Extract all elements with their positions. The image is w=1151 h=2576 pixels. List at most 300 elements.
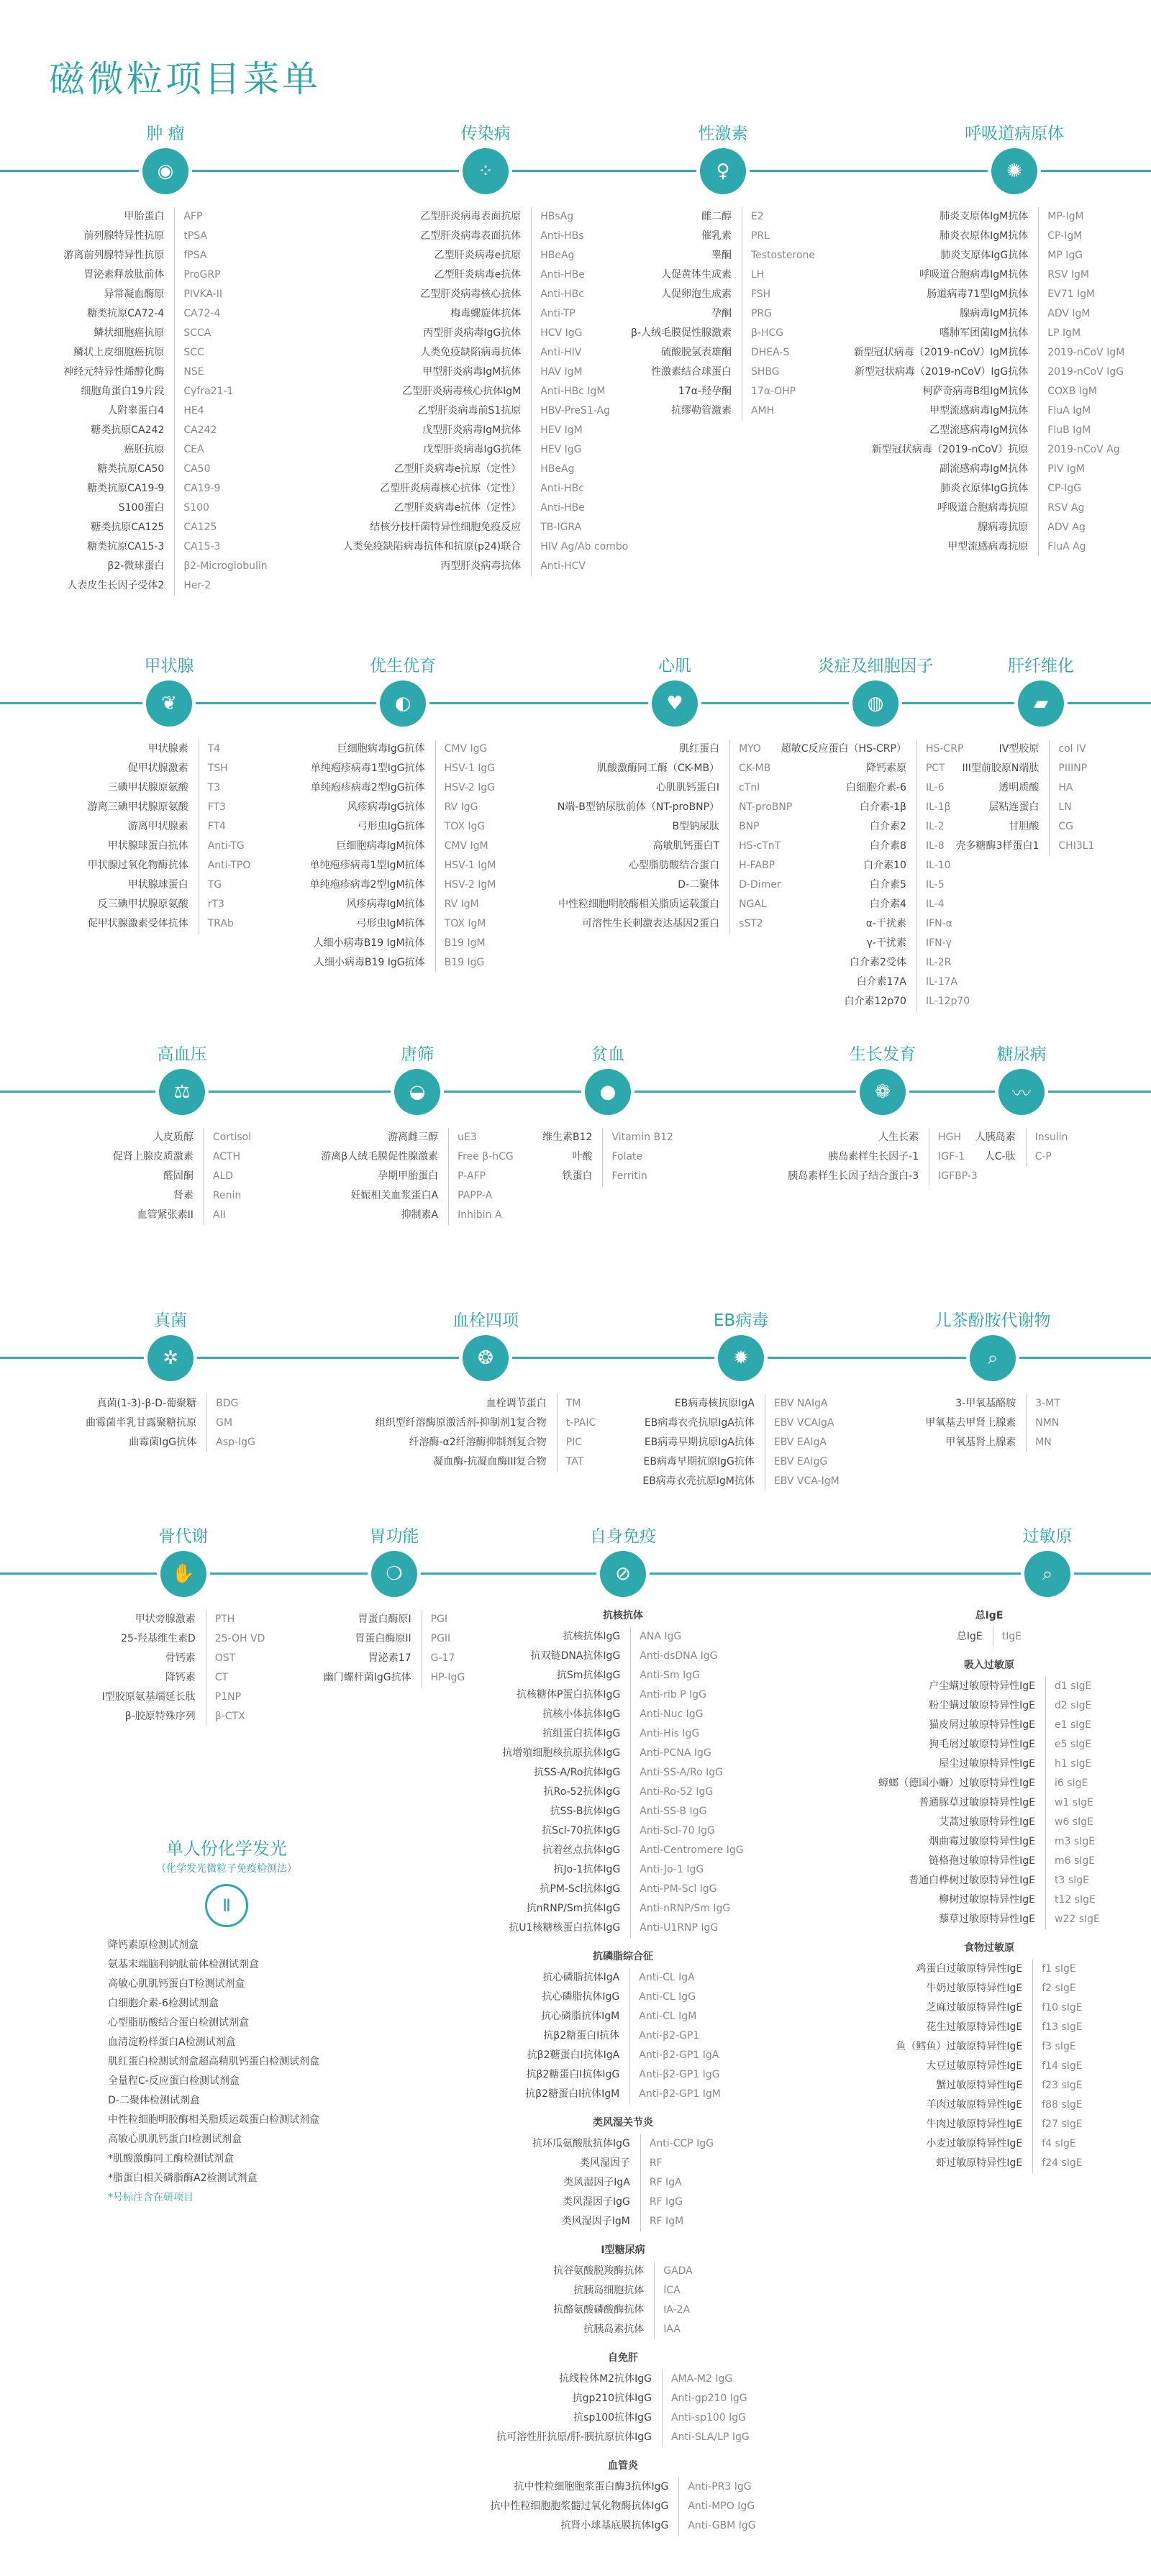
test-name-cn: 胰岛素样生长因子结合蛋白-3 xyxy=(788,1167,929,1186)
test-abbreviation: TB-IGRA xyxy=(540,522,582,533)
test-abbreviation: tIgE xyxy=(1001,1631,1022,1642)
test-name-cn: 新型冠状病毒（2019-nCoV）IgM抗体 xyxy=(854,343,1039,363)
test-name-cn: 抗Sm抗体IgG xyxy=(502,1666,631,1685)
test-abbreviation: PIIINP xyxy=(1058,763,1088,774)
test-abbreviation: EBV NAIgA xyxy=(773,1398,828,1409)
test-abbreviation: f10 sIgE xyxy=(1042,2002,1083,2013)
section-title: EB病毒 xyxy=(713,1311,769,1330)
test-name-cn: 抗胰岛细胞抗体 xyxy=(553,2281,655,2300)
test-abbreviation: β-CTX xyxy=(214,1711,245,1722)
section-title: 肿 瘤 xyxy=(146,124,185,143)
test-abbreviation: TSH xyxy=(207,763,228,774)
test-abbreviation: HSV-1 IgM xyxy=(444,860,496,871)
blood-cell-icon: ● xyxy=(585,1069,631,1115)
test-abbreviation: Anti-HBc IgM xyxy=(540,386,606,397)
test-abbreviation: Anti-HBc xyxy=(540,288,584,300)
test-name-cn: 抗心磷脂抗体IgG xyxy=(525,1988,630,2007)
test-name-cn: 促甲状腺激素 xyxy=(88,759,199,778)
test-name-cn: III型前胶原N端肽 xyxy=(956,759,1050,778)
test-name-cn: 抗胰岛素抗体 xyxy=(553,2320,655,2339)
test-name-cn: 牛肉过敏原特异性IgE xyxy=(896,2115,1033,2134)
test-name-cn: 曲霉菌半乳甘露聚糖抗原 xyxy=(86,1414,207,1433)
test-abbreviation: FluA Ag xyxy=(1047,541,1086,552)
test-abbreviation: FT4 xyxy=(207,821,226,832)
germ-icon: ✺ xyxy=(991,148,1037,194)
test-name-cn: 白介素12p70 xyxy=(781,992,917,1011)
test-abbreviation: HS-cTnT xyxy=(739,840,781,852)
test-name-cn: 透明质酸 xyxy=(956,778,1050,798)
test-name-cn: 蟑螂（德国小蠊）过敏原特异性IgE xyxy=(878,1774,1046,1793)
section-infectious xyxy=(327,119,644,576)
test-abbreviation: RF IgM xyxy=(649,2216,684,2227)
test-name-cn: 户尘螨过敏原特异性IgE xyxy=(878,1677,1046,1696)
test-abbreviation: RV IgG xyxy=(444,801,478,813)
test-name-cn: 普通豚草过敏原特异性IgE xyxy=(878,1793,1046,1813)
test-name-cn: 真菌(1-3)-β-D-葡聚糖 xyxy=(86,1394,207,1414)
test-abbreviation: Inhibin A xyxy=(458,1209,502,1221)
section-title: 唐筛 xyxy=(401,1045,434,1064)
test-abbreviation: w1 sIgE xyxy=(1055,1797,1093,1808)
test-abbreviation: sST2 xyxy=(739,918,763,929)
test-abbreviation: PTH xyxy=(214,1614,235,1625)
test-name-cn: 牛奶过敏原特异性IgE xyxy=(896,1979,1033,1998)
test-abbreviation: IGF-1 xyxy=(938,1151,965,1162)
test-abbreviation: S100 xyxy=(183,502,209,514)
test-name-cn: 单纯疱疹病毒1型IgM抗体 xyxy=(310,856,436,875)
shield-icon: ⊘ xyxy=(600,1551,646,1597)
section-eugenics xyxy=(281,652,525,973)
subsection-title: 抗磷脂综合征 xyxy=(593,1951,653,1962)
test-name-cn: 甲状腺球蛋白抗体 xyxy=(88,837,199,856)
test-name-cn: 抗核糖体P蛋白抗体IgG xyxy=(502,1685,631,1705)
test-abbreviation: CA125 xyxy=(183,522,217,533)
test-name-cn: 类风湿因子IgM xyxy=(532,2212,641,2231)
test-item-table xyxy=(443,1627,803,1938)
test-name-cn: 甲型肝炎病毒IgM抗体 xyxy=(343,363,532,382)
test-abbreviation: uE3 xyxy=(458,1132,477,1143)
single-item: 高敏心肌肌钙蛋白I检测试剂盒 xyxy=(108,2134,242,2145)
test-abbreviation: d2 sIgE xyxy=(1055,1700,1092,1711)
test-abbreviation: Anti-GBM IgG xyxy=(688,2520,756,2531)
cell-icon: ◍ xyxy=(852,681,898,727)
section-ebv xyxy=(619,1306,863,1491)
test-abbreviation: Anti-nRNP/Sm IgG xyxy=(640,1903,731,1914)
test-name-cn: 风疹病毒IgG抗体 xyxy=(310,798,436,817)
section-catechol xyxy=(870,1306,1115,1452)
test-abbreviation: TRAb xyxy=(207,918,234,929)
test-abbreviation: Anti-SS-B IgG xyxy=(640,1806,707,1817)
single-note: *号标注含在研项目 xyxy=(108,2192,194,2203)
section-title: 糖尿病 xyxy=(996,1045,1047,1064)
single-item: 氨基末端脑利钠肽前体检测试剂盒 xyxy=(108,1959,259,1970)
test-name-cn: 嗜肺军团菌IgM抗体 xyxy=(854,324,1039,343)
section-title: 肝纤维化 xyxy=(1008,657,1074,675)
test-abbreviation: t3 sIgE xyxy=(1055,1875,1090,1886)
test-abbreviation: EV71 IgM xyxy=(1047,288,1096,300)
test-name-cn: 人类免疫缺陷病毒抗体 xyxy=(343,343,532,363)
test-abbreviation: SHBG xyxy=(750,366,780,378)
test-abbreviation: AFP xyxy=(183,211,203,222)
test-name-cn: 甲氧基去甲肾上腺素 xyxy=(925,1414,1027,1433)
test-abbreviation: Renin xyxy=(212,1190,242,1201)
test-abbreviation: CP-IgG xyxy=(1047,483,1082,494)
test-name-cn: 蟹过敏原特异性IgE xyxy=(896,2076,1033,2095)
test-name-cn: 纤溶酶-α2纤溶酶抑制剂复合物 xyxy=(376,1433,558,1452)
test-abbreviation: f2 sIgE xyxy=(1042,1983,1076,1994)
test-name-cn: 抗中性粒细胞胞浆蛋白酶3抗体IgG xyxy=(490,2477,679,2497)
test-name-cn: 羊肉过敏原特异性IgE xyxy=(896,2095,1033,2115)
test-abbreviation: T4 xyxy=(207,743,221,755)
test-abbreviation: 2019-nCoV IgM xyxy=(1047,347,1125,358)
test-name-cn: 抗谷氨酸脱羧酶抗体 xyxy=(553,2262,655,2281)
test-name-cn: B型钠尿肽 xyxy=(558,817,730,837)
test-name-cn: 骨钙素 xyxy=(102,1649,206,1668)
test-name-cn: 人表皮生长因子受体2 xyxy=(63,576,175,596)
test-name-cn: 肺炎衣原体IgM抗体 xyxy=(854,227,1039,246)
test-name-cn: 前列腺特异性抗原 xyxy=(63,227,175,246)
section-hormone xyxy=(601,119,845,421)
test-name-cn: 屋尘过敏原特异性IgE xyxy=(878,1754,1046,1774)
section-title: 甲状腺 xyxy=(144,657,194,675)
test-abbreviation: Anti-Nuc IgG xyxy=(640,1708,704,1720)
test-name-cn: IV型胶原 xyxy=(956,739,1050,759)
test-name-cn: 大豆过敏原特异性IgE xyxy=(896,2057,1033,2076)
test-abbreviation: f23 sIgE xyxy=(1042,2080,1083,2091)
test-abbreviation: d1 sIgE xyxy=(1055,1680,1092,1692)
test-abbreviation: f13 sIgE xyxy=(1042,2021,1083,2033)
test-name-cn: 肠道病毒71型IgM抗体 xyxy=(854,285,1039,304)
pregnancy-icon: ◒ xyxy=(394,1069,440,1115)
test-name-cn: 白细胞介素-6 xyxy=(781,778,917,798)
test-abbreviation: Anti-HBe xyxy=(540,269,585,281)
test-abbreviation: IL-5 xyxy=(925,879,945,891)
test-abbreviation: CK-MB xyxy=(739,763,771,774)
test-abbreviation: Anti-Scl-70 IgG xyxy=(640,1825,715,1837)
test-name-cn: 组织型纤溶酶原激活剂-抑制剂1复合物 xyxy=(376,1414,558,1433)
test-abbreviation: 25-OH VD xyxy=(214,1633,265,1644)
test-name-cn: 心肌肌钙蛋白I xyxy=(558,778,730,798)
test-abbreviation: f3 sIgE xyxy=(1042,2041,1076,2052)
test-name-cn: 层粘连蛋白 xyxy=(956,798,1050,817)
test-name-cn: 巨细胞病毒IgG抗体 xyxy=(310,739,436,759)
test-name-cn: 甲状旁腺激素 xyxy=(102,1610,206,1629)
subsection-title: 抗核抗体 xyxy=(603,1610,643,1621)
test-abbreviation: HSV-2 IgG xyxy=(444,782,496,793)
test-name-cn: 类风湿因子IgG xyxy=(532,2193,641,2212)
section-title: 真菌 xyxy=(154,1311,187,1330)
test-abbreviation: LN xyxy=(1058,801,1072,813)
test-name-cn: 抗Scl-70抗体IgG xyxy=(502,1821,631,1841)
test-name-cn: 乙型流感病毒IgM抗体 xyxy=(854,421,1039,440)
test-abbreviation: RF IgG xyxy=(649,2196,683,2208)
test-abbreviation: Asp-IgG xyxy=(216,1437,255,1448)
test-abbreviation: IL-17A xyxy=(925,976,958,988)
test-name-cn: 促甲状腺激素受体抗体 xyxy=(88,914,199,934)
single-item: 心型脂肪酸结合蛋白检测试剂盒 xyxy=(108,2017,249,2029)
test-name-cn: 梅毒螺旋体抗体 xyxy=(343,304,532,324)
test-name-cn: β-胶原特殊序列 xyxy=(102,1707,206,1726)
test-name-cn: 甲状腺素 xyxy=(88,739,199,759)
test-abbreviation: AMH xyxy=(750,405,775,417)
test-abbreviation: EBV VCAIgA xyxy=(773,1417,834,1429)
magnifier-icon: ⌕ xyxy=(1024,1551,1070,1597)
test-item-table xyxy=(486,1128,730,1186)
test-name-cn: EB病毒核抗原IgA xyxy=(642,1394,765,1414)
test-abbreviation: CA72-4 xyxy=(183,308,221,319)
test-name-cn: 糖类抗原CA50 xyxy=(63,460,175,479)
test-abbreviation: ICA xyxy=(663,2285,681,2296)
test-abbreviation: CA50 xyxy=(183,463,211,475)
test-name-cn: 抗酪氨酸磷酸酶抗体 xyxy=(553,2300,655,2320)
test-abbreviation: G-17 xyxy=(430,1652,455,1664)
test-name-cn: 芝麻过敏原特异性IgE xyxy=(896,1998,1033,2018)
test-abbreviation: Anti-gp210 IgG xyxy=(670,2393,747,2404)
test-abbreviation: f14 sIgE xyxy=(1042,2060,1083,2072)
section-title: 呼吸道病原体 xyxy=(965,124,1064,143)
fungus-icon: ✲ xyxy=(147,1335,194,1381)
test-name-cn: 铁蛋白 xyxy=(542,1167,603,1186)
section-title: 高血压 xyxy=(157,1045,207,1064)
test-abbreviation: β-HCG xyxy=(750,327,784,339)
test-name-cn: 人促卵泡生成素 xyxy=(631,285,742,304)
test-name-cn: 戊型肝炎病毒IgG抗体 xyxy=(343,440,532,460)
test-name-cn: 人附睾蛋白4 xyxy=(63,401,175,421)
section-title: 传染病 xyxy=(460,124,511,143)
test-name-cn: 结核分枝杆菌特异性细胞免疫反应 xyxy=(343,518,532,537)
test-item-table xyxy=(443,2262,803,2339)
test-abbreviation: ADV IgM xyxy=(1047,308,1091,319)
test-name-cn: 游离前列腺特异性抗原 xyxy=(63,246,175,265)
test-abbreviation: Anti-Centromere IgG xyxy=(640,1844,744,1856)
test-name-cn: 三碘甲状腺原氨酸 xyxy=(88,778,199,798)
test-abbreviation: ACTH xyxy=(212,1151,241,1162)
test-name-cn: 甲氧基肾上腺素 xyxy=(925,1433,1027,1452)
test-abbreviation: Anti-TP xyxy=(540,308,576,319)
test-abbreviation: IFN-γ xyxy=(925,937,952,949)
test-name-cn: 反三碘甲状腺原氨酸 xyxy=(88,895,199,914)
test-abbreviation: ProGRP xyxy=(183,269,221,281)
test-name-cn: 孕期甲胎蛋白 xyxy=(321,1167,449,1186)
test-abbreviation: Cyfra21-1 xyxy=(183,386,234,397)
test-name-cn: 抗U1核糖核蛋白抗体IgG xyxy=(502,1919,631,1938)
test-abbreviation: Anti-β2-GP1 IgM xyxy=(639,2088,721,2100)
test-abbreviation: Anti-β2-GP1 IgG xyxy=(639,2069,720,2080)
section-title: 过敏原 xyxy=(1022,1527,1073,1546)
test-abbreviation: LP IgM xyxy=(1047,327,1081,339)
test-name-cn: 白介素10 xyxy=(781,856,917,875)
test-name-cn: 甲状腺球蛋白 xyxy=(88,875,199,895)
test-abbreviation: PGII xyxy=(430,1633,451,1644)
test-item-table xyxy=(281,739,525,973)
test-name-cn: 曲霉菌IgG抗体 xyxy=(86,1433,207,1452)
single-title: 单人份化学发光 xyxy=(166,1839,287,1859)
single-item: 中性粒细胞明胶酶相关脂质运载蛋白检测试剂盒 xyxy=(108,2114,319,2126)
test-abbreviation: ALD xyxy=(212,1170,234,1182)
test-tube-icon: Ⅱ xyxy=(205,1884,248,1927)
test-abbreviation: EBV VCA-IgM xyxy=(773,1475,840,1487)
test-name-cn: 弓形虫IgM抗体 xyxy=(310,914,436,934)
test-name-cn: 肺炎衣原体IgG抗体 xyxy=(854,479,1039,499)
test-abbreviation: Anti-HBe xyxy=(540,502,585,514)
subsection-title: I型糖尿病 xyxy=(601,2244,645,2256)
test-item-table xyxy=(443,2134,803,2231)
test-abbreviation: t12 sIgE xyxy=(1055,1894,1096,1906)
test-abbreviation: GADA xyxy=(663,2265,693,2277)
test-item-table xyxy=(443,2477,803,2536)
test-name-cn: 小麦过敏原特异性IgE xyxy=(896,2134,1033,2154)
test-name-cn: 胃蛋白酶原I xyxy=(324,1610,422,1629)
test-abbreviation: w22 sIgE xyxy=(1055,1913,1100,1925)
test-name-cn: 游离β人绒毛膜促性腺激素 xyxy=(321,1147,449,1167)
test-name-cn: 抗β2糖蛋白I抗体IgG xyxy=(525,2065,630,2085)
test-name-cn: 呼吸道合胞病毒IgM抗体 xyxy=(854,265,1039,285)
test-abbreviation: Anti-PM-Scl IgG xyxy=(640,1883,717,1895)
single-item: 高敏心肌肌钙蛋白T检测试剂盒 xyxy=(108,1978,245,1990)
test-name-cn: 睾酮 xyxy=(631,246,742,265)
test-item-table xyxy=(443,1968,803,2104)
test-item-table xyxy=(60,1128,304,1225)
test-name-cn: I型胶原氨基端延长肽 xyxy=(102,1688,206,1707)
test-name-cn: 人C-肽 xyxy=(975,1147,1027,1167)
test-abbreviation: 2019-nCoV IgG xyxy=(1047,366,1124,378)
test-abbreviation: f88 sIgE xyxy=(1042,2099,1083,2111)
test-name-cn: 乙型肝炎病毒e抗原（定性） xyxy=(343,460,532,479)
test-name-cn: 新型冠状病毒（2019-nCoV）IgG抗体 xyxy=(854,363,1039,382)
test-name-cn: 抗gp210抗体IgG xyxy=(496,2389,663,2408)
section-fungal xyxy=(48,1306,293,1452)
test-name-cn: 神经元特异性烯醇化酶 xyxy=(63,363,175,382)
test-name-cn: 人细小病毒B19 IgG抗体 xyxy=(310,953,436,973)
test-name-cn: 游离三碘甲状腺原氨酸 xyxy=(88,798,199,817)
test-name-cn: 抗着丝点抗体IgG xyxy=(502,1841,631,1860)
single-item: 降钙素原检测试剂盒 xyxy=(108,1939,199,1951)
section-title: 性激素 xyxy=(698,124,748,143)
test-abbreviation: Anti-HIV xyxy=(540,347,582,358)
test-name-cn: 乙型肝炎病毒表面抗体 xyxy=(343,227,532,246)
test-name-cn: 类风湿因子IgA xyxy=(532,2173,641,2193)
test-abbreviation: HBeAg xyxy=(540,463,575,475)
test-name-cn: 甲型流感病毒IgM抗体 xyxy=(854,401,1039,421)
test-abbreviation: RV IgM xyxy=(444,898,479,910)
test-abbreviation: IL-4 xyxy=(925,898,945,910)
test-abbreviation: e1 sIgE xyxy=(1055,1719,1092,1731)
test-name-cn: EB病毒早期抗原IgA抗体 xyxy=(642,1433,765,1452)
test-abbreviation: HSV-1 IgG xyxy=(444,763,496,774)
test-abbreviation: Anti-dsDNA IgG xyxy=(640,1650,718,1662)
test-abbreviation: m6 sIgE xyxy=(1055,1855,1096,1867)
test-name-cn: 催乳素 xyxy=(631,227,742,246)
test-name-cn: 壳多糖酶3样蛋白1 xyxy=(956,837,1050,856)
ebv-icon: ✹ xyxy=(718,1335,764,1381)
test-name-cn: 白介素-1β xyxy=(781,798,917,817)
magnifier-icon: ⌕ xyxy=(970,1335,1016,1381)
test-abbreviation: CA19-9 xyxy=(183,483,221,494)
test-abbreviation: col IV xyxy=(1058,743,1086,755)
test-abbreviation: MP-IgM xyxy=(1047,211,1084,222)
test-abbreviation: 2019-nCoV Ag xyxy=(1047,444,1120,455)
test-name-cn: 艾蒿过敏原特异性IgE xyxy=(878,1813,1046,1832)
test-abbreviation: IA-2A xyxy=(663,2304,691,2316)
test-abbreviation: HCV IgG xyxy=(540,327,583,339)
single-item: *肌酸激酶同工酶检测试剂盒 xyxy=(108,2153,234,2165)
test-abbreviation: Anti-CL IgG xyxy=(639,1991,696,2003)
test-name-cn: 抗核抗体IgG xyxy=(502,1627,631,1647)
test-abbreviation: IGFBP-3 xyxy=(938,1170,978,1182)
test-abbreviation: PIV IgM xyxy=(1047,463,1085,475)
test-name-cn: 风疹病毒IgM抗体 xyxy=(310,895,436,914)
test-name-cn: 柳树过敏原特异性IgE xyxy=(878,1890,1046,1910)
test-abbreviation: Insulin xyxy=(1034,1132,1068,1143)
test-name-cn: γ-干扰素 xyxy=(781,934,917,953)
test-abbreviation: tPSA xyxy=(183,230,207,242)
subsection-title: 吸入过敏原 xyxy=(964,1660,1014,1671)
section-autoimmune xyxy=(443,1522,803,2536)
test-name-cn: 醛固酮 xyxy=(113,1167,204,1186)
single-item: *脂蛋白相关磷脂酶A2检测试剂盒 xyxy=(108,2172,258,2184)
test-abbreviation: CEA xyxy=(183,444,204,455)
test-abbreviation: Anti-SS-A/Ro IgG xyxy=(640,1767,723,1778)
test-abbreviation: h1 sIgE xyxy=(1055,1758,1092,1770)
test-abbreviation: GM xyxy=(216,1417,233,1429)
clot-icon: ❂ xyxy=(463,1335,509,1381)
test-abbreviation: HBeAg xyxy=(540,250,575,261)
test-name-cn: 单纯疱疹病毒2型IgM抗体 xyxy=(310,875,436,895)
test-abbreviation: HS-CRP xyxy=(925,743,964,755)
test-abbreviation: rT3 xyxy=(207,898,224,910)
test-abbreviation: NSE xyxy=(183,366,204,378)
test-name-cn: 游离雌三醇 xyxy=(321,1128,449,1147)
test-name-cn: 抗双链DNA抗体IgG xyxy=(502,1647,631,1666)
test-name-cn: 抗核小体抗体IgG xyxy=(502,1705,631,1724)
test-name-cn: 藜草过敏原特异性IgE xyxy=(878,1910,1046,1929)
test-abbreviation: EBV EAIgG xyxy=(773,1456,828,1467)
section-bone xyxy=(61,1522,306,1726)
test-abbreviation: P1NP xyxy=(214,1691,242,1703)
test-name-cn: 幽门螺杆菌IgG抗体 xyxy=(324,1668,422,1688)
test-abbreviation: Anti-PCNA IgG xyxy=(640,1747,711,1759)
test-name-cn: 人胰岛素 xyxy=(975,1128,1027,1147)
test-name-cn: 抗线粒体M2抗体IgG xyxy=(496,2370,663,2389)
test-name-cn: 叶酸 xyxy=(542,1147,603,1167)
test-abbreviation: cTnI xyxy=(739,782,760,793)
test-name-cn: 抗β2糖蛋白I抗体 xyxy=(525,2026,630,2046)
test-abbreviation: Anti-TG xyxy=(207,840,245,852)
test-name-cn: 单纯疱疹病毒1型IgG抗体 xyxy=(310,759,436,778)
test-name-cn: 丙型肝炎病毒抗体 xyxy=(343,557,532,576)
test-name-cn: 类风湿因子 xyxy=(532,2154,641,2173)
test-abbreviation: AMA-M2 IgG xyxy=(670,2373,733,2385)
single-item: 全量程C-反应蛋白检测试剂盒 xyxy=(108,2075,240,2087)
section-respiratory xyxy=(831,119,1147,557)
test-item-table xyxy=(831,1627,1147,1647)
section-title: 炎症及细胞因子 xyxy=(817,657,934,675)
single-item: 白细胞介素-6检测试剂盒 xyxy=(108,1998,219,2009)
test-abbreviation: HSV-2 IgM xyxy=(444,879,496,891)
section-title: 优生优育 xyxy=(370,657,436,675)
test-abbreviation: IL-8 xyxy=(925,840,945,852)
test-abbreviation: HGH xyxy=(938,1132,962,1143)
test-abbreviation: Anti-Ro-52 IgG xyxy=(640,1786,714,1798)
test-name-cn: 胰岛素样生长因子-1 xyxy=(788,1147,929,1167)
test-name-cn: 游离甲状腺素 xyxy=(88,817,199,837)
test-abbreviation: CMV IgG xyxy=(444,743,488,755)
test-abbreviation: Anti-TPO xyxy=(207,860,251,871)
test-name-cn: 甲状腺过氧化物酶抗体 xyxy=(88,856,199,875)
test-abbreviation: HE4 xyxy=(183,405,204,417)
test-name-cn: 抗SS-B抗体IgG xyxy=(502,1802,631,1821)
test-abbreviation: PAPP-A xyxy=(458,1190,493,1201)
test-name-cn: 腺病毒IgM抗体 xyxy=(854,304,1039,324)
